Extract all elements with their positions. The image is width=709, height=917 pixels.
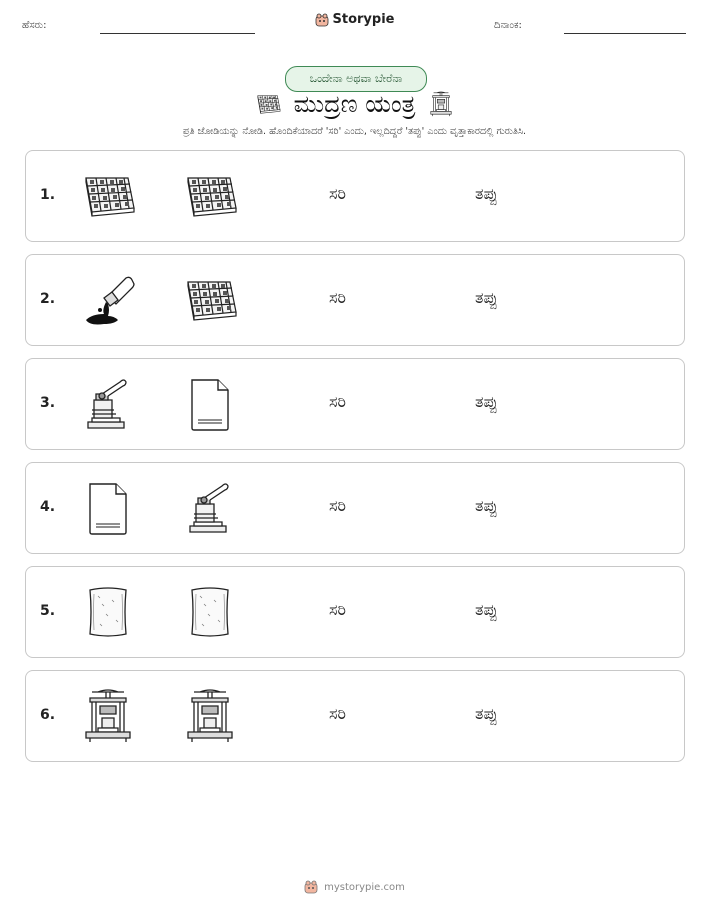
paper-sheet-icon (180, 376, 240, 432)
question-number: 3. (40, 395, 56, 411)
answer-same-option[interactable]: ಸರಿ (329, 704, 346, 723)
answer-same-option[interactable]: ಸರಿ (329, 496, 346, 515)
paper-sheet-icon (78, 480, 138, 536)
paper-stack-icon (78, 584, 138, 640)
page-title: ಮುದ್ರಣ ಯಂತ್ರ (293, 90, 416, 118)
paper-stack-icon (180, 584, 240, 640)
name-input-line[interactable] (100, 33, 255, 34)
date-input-line[interactable] (564, 33, 686, 34)
date-label: ದಿನಾಂಕ: (494, 20, 522, 31)
answer-different-option[interactable]: ತಪ್ಪು (475, 496, 498, 515)
question-row (25, 566, 685, 658)
footer (0, 880, 709, 894)
answer-different-option[interactable]: ತಪ್ಪು (475, 288, 498, 307)
type-tray-icon (78, 168, 138, 224)
question-row (25, 150, 685, 242)
question-row (25, 254, 685, 346)
question-row (25, 358, 685, 450)
hand-press-icon (180, 480, 240, 536)
hand-press-icon (78, 376, 138, 432)
answer-different-option[interactable]: ತಪ್ಪು (475, 184, 498, 203)
question-number: 6. (40, 707, 56, 723)
worksheet-type-badge: ಒಂದೇನಾ ಅಥವಾ ಬೇರೆನಾ (285, 66, 427, 92)
title-row (0, 90, 709, 118)
printing-press-icon (78, 688, 138, 744)
printing-press-icon (427, 91, 455, 117)
type-tray-icon (180, 168, 240, 224)
answer-different-option[interactable]: ತಪ್ಪು (475, 704, 498, 723)
instructions: ಪ್ರತಿ ಜೋಡಿಯನ್ನು ನೋಡಿ. ಹೊಂದಿಕೆಯಾದರೆ 'ಸರಿ' ಎಂದು, ಇಲ್ಲದಿದ್ದರೆ 'ತಪ್ಪು' ಎಂದು ವೃತ್ತಾಕಾರದಲ್ಲಿ ಗುರುತಿಸಿ. (182, 126, 527, 137)
brand (0, 12, 709, 27)
name-label: ಹೆಸರು: (22, 20, 47, 31)
answer-different-option[interactable]: ತಪ್ಪು (475, 392, 498, 411)
answer-same-option[interactable]: ಸರಿ (329, 600, 346, 619)
answer-same-option[interactable]: ಸರಿ (329, 184, 346, 203)
storypie-logo-icon (304, 880, 318, 894)
question-number: 2. (40, 291, 56, 307)
question-row (25, 462, 685, 554)
type-tray-icon (180, 272, 240, 328)
ink-tube-icon (78, 272, 138, 328)
storypie-logo-icon (315, 13, 329, 27)
answer-different-option[interactable]: ತಪ್ಪು (475, 600, 498, 619)
footer-url[interactable]: mystorypie.com (324, 881, 405, 893)
printing-press-icon (180, 688, 240, 744)
answer-same-option[interactable]: ಸರಿ (329, 288, 346, 307)
answer-same-option[interactable]: ಸರಿ (329, 392, 346, 411)
brand-name: Storypie (332, 12, 395, 27)
question-number: 4. (40, 499, 56, 515)
question-row (25, 670, 685, 762)
question-number: 5. (40, 603, 56, 619)
type-tray-icon (254, 91, 282, 117)
question-number: 1. (40, 187, 56, 203)
